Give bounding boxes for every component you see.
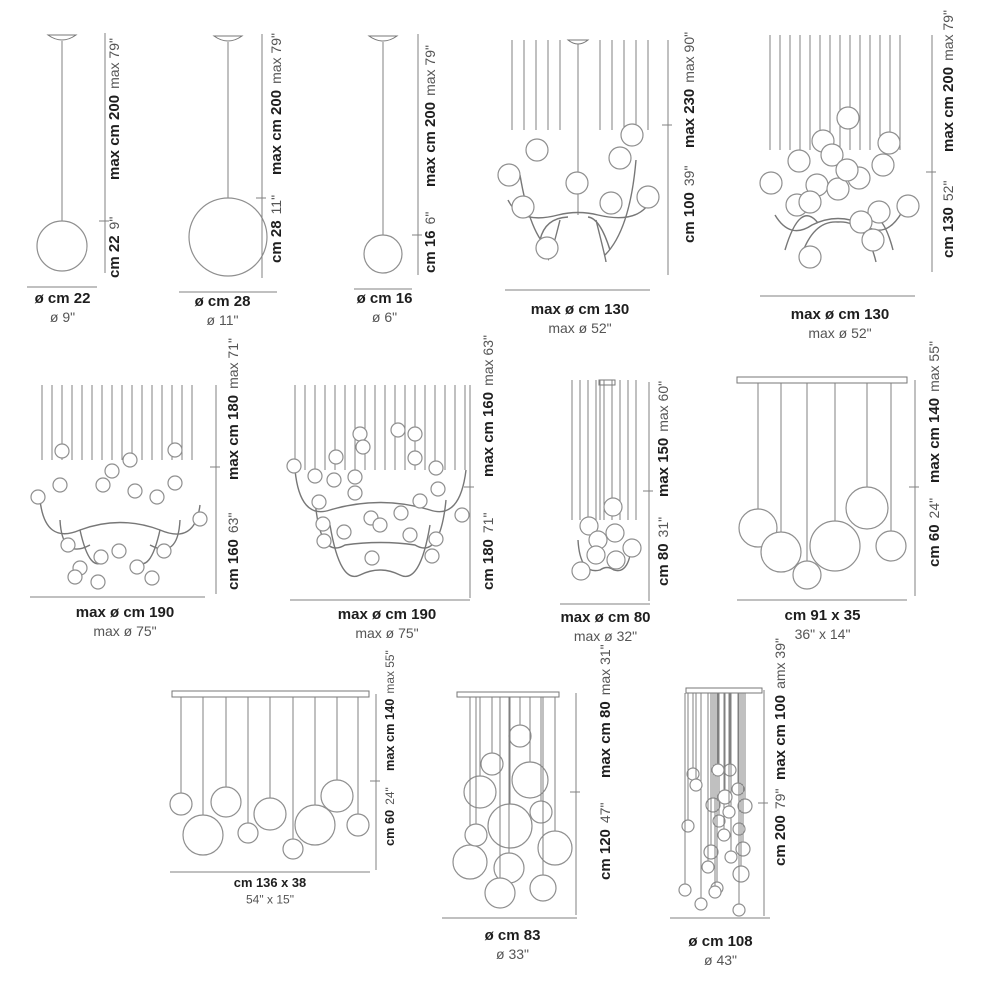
ceiling-plate xyxy=(737,377,907,383)
caption-sub: ø 33" xyxy=(496,946,529,962)
glass-globe xyxy=(718,790,732,804)
dimension-label xyxy=(926,341,944,483)
dimension-label xyxy=(383,787,398,846)
glass-globe xyxy=(738,799,752,813)
glass-globe xyxy=(429,461,443,475)
dimension-sub: amx 39" xyxy=(772,638,788,689)
glass-globe xyxy=(408,427,422,441)
dimension-sub: 31" xyxy=(655,516,671,538)
dimension-sub: max 71" xyxy=(225,338,241,389)
caption-main: cm 91 x 35 xyxy=(784,607,861,624)
glass-globe xyxy=(68,570,82,584)
dimension-sub: max 90" xyxy=(681,31,697,83)
glass-globe xyxy=(145,571,159,585)
dimension-sub: max 60" xyxy=(655,380,671,432)
glass-globe xyxy=(391,423,405,437)
dimension-main: cm 120 xyxy=(597,829,614,880)
glass-globe xyxy=(61,538,75,552)
ceiling-canopy xyxy=(568,40,588,44)
glass-globe xyxy=(329,450,343,464)
glass-globe xyxy=(709,886,721,898)
dimension-label xyxy=(225,513,243,590)
dimension-main: cm 80 xyxy=(655,543,672,586)
glass-globe xyxy=(761,532,801,572)
glass-globe xyxy=(512,196,534,218)
glass-globe xyxy=(687,768,699,780)
dimension-label xyxy=(268,195,286,263)
caption-sub: max ø 75" xyxy=(355,625,419,641)
glass-globe xyxy=(690,779,702,791)
glass-globe xyxy=(413,494,427,508)
glass-globe xyxy=(425,549,439,563)
caption-main: ø cm 108 xyxy=(688,933,753,950)
glass-globe xyxy=(168,443,182,457)
glass-globe xyxy=(321,780,353,812)
dimension-main: cm 130 xyxy=(940,207,957,258)
glass-globe xyxy=(810,521,860,571)
glass-globe xyxy=(637,186,659,208)
ceiling-canopy xyxy=(369,36,397,41)
glass-globe xyxy=(183,815,223,855)
dimension-sub: 47" xyxy=(597,802,613,824)
ceiling-plate xyxy=(172,691,369,697)
glass-globe xyxy=(128,484,142,498)
caption-sub: ø 43" xyxy=(704,952,737,968)
caption-sub: max ø 75" xyxy=(93,623,157,639)
glass-globe xyxy=(465,824,487,846)
caption-p10 xyxy=(214,876,326,907)
glass-globe xyxy=(123,453,137,467)
dimension-main: max cm 100 xyxy=(772,694,789,780)
caption-sub: ø 6" xyxy=(371,309,398,325)
glass-globe xyxy=(862,229,884,251)
caption-p6 xyxy=(45,604,205,640)
dimension-label xyxy=(940,10,958,152)
dimension-sub: 39" xyxy=(681,165,697,187)
glass-globe xyxy=(587,546,605,564)
caption-p2 xyxy=(170,293,275,329)
ceiling-canopy xyxy=(48,35,76,40)
glass-globe xyxy=(168,476,182,490)
caption-p7 xyxy=(307,606,467,642)
dimension-label xyxy=(597,644,615,778)
glass-globe xyxy=(621,124,643,146)
glass-globe xyxy=(733,904,745,916)
dimension-main: max cm 180 xyxy=(225,394,242,480)
glass-globe xyxy=(53,478,67,492)
dimension-label xyxy=(681,32,699,148)
caption-sub: ø 11" xyxy=(206,312,239,328)
dimension-label xyxy=(106,38,124,180)
ceiling-canopy xyxy=(214,36,242,41)
glass-globe xyxy=(682,820,694,832)
glass-globe xyxy=(704,845,718,859)
dimension-label xyxy=(422,45,440,187)
glass-globe xyxy=(455,508,469,522)
glass-globe xyxy=(150,490,164,504)
dimension-label xyxy=(926,498,944,567)
glass-globe xyxy=(836,159,858,181)
glass-globe xyxy=(356,440,370,454)
glass-globe xyxy=(695,898,707,910)
glass-globe xyxy=(498,164,520,186)
ceiling-plate xyxy=(457,692,559,697)
glass-globe xyxy=(509,725,531,747)
caption-sub: max ø 52" xyxy=(808,325,872,341)
caption-main: ø cm 83 xyxy=(484,927,541,944)
dimension-label xyxy=(597,803,615,880)
glass-globe xyxy=(327,473,341,487)
glass-globe xyxy=(799,191,821,213)
glass-globe xyxy=(600,192,622,214)
caption-main: ø cm 22 xyxy=(34,290,91,307)
arm-curve xyxy=(40,500,200,534)
dimension-sub: 71" xyxy=(480,512,496,534)
caption-p5 xyxy=(760,306,920,342)
dimension-main: cm 22 xyxy=(106,235,123,278)
glass-globe xyxy=(337,525,351,539)
caption-main: ø cm 28 xyxy=(194,293,251,310)
dimension-main: cm 100 xyxy=(681,192,698,243)
caption-sub: max ø 32" xyxy=(573,628,638,644)
dimension-sub: 24" xyxy=(383,787,397,805)
dimension-label xyxy=(655,517,673,586)
glass-globe xyxy=(712,764,724,776)
glass-globe xyxy=(536,237,558,259)
glass-globe xyxy=(736,842,750,856)
glass-globe xyxy=(312,495,326,509)
glass-globe xyxy=(130,560,144,574)
dimension-sub: 24" xyxy=(926,497,942,519)
glass-globe xyxy=(91,575,105,589)
dimension-sub: max 31" xyxy=(597,644,613,696)
caption-p3 xyxy=(332,290,437,326)
glass-globe xyxy=(431,482,445,496)
dimension-main: max cm 140 xyxy=(383,698,398,771)
glass-globe xyxy=(530,801,552,823)
dimension-label xyxy=(106,217,124,278)
glass-globe xyxy=(760,172,782,194)
dimension-main: cm 180 xyxy=(480,539,497,590)
glass-globe xyxy=(718,829,730,841)
dimension-label xyxy=(480,513,498,590)
glass-globe xyxy=(287,459,301,473)
glass-globe xyxy=(723,806,735,818)
dimension-sub: 11" xyxy=(268,194,284,215)
caption-main: cm 136 x 38 xyxy=(233,876,307,891)
dimension-main: cm 200 xyxy=(772,815,789,866)
caption-main: ø cm 16 xyxy=(356,290,413,307)
dimension-sub: max 55" xyxy=(926,341,942,392)
glass-globe xyxy=(403,528,417,542)
glass-globe xyxy=(238,823,258,843)
glass-globe xyxy=(897,195,919,217)
glass-globe xyxy=(394,506,408,520)
glass-globe xyxy=(105,464,119,478)
dimension-main: cm 28 xyxy=(268,220,285,263)
dimension-main: max cm 200 xyxy=(268,89,285,175)
glass-globe xyxy=(702,861,714,873)
glass-globe xyxy=(353,427,367,441)
glass-globe xyxy=(96,478,110,492)
dimension-label xyxy=(772,638,790,780)
dimension-sub: 63" xyxy=(225,512,241,534)
glass-globe xyxy=(189,198,267,276)
dimension-label xyxy=(480,335,498,477)
glass-globe xyxy=(846,487,888,529)
glass-globe xyxy=(566,172,588,194)
glass-globe xyxy=(878,132,900,154)
dimension-label xyxy=(772,789,790,866)
glass-globe xyxy=(733,866,749,882)
dimension-main: cm 60 xyxy=(926,524,943,567)
caption-main: max ø cm 130 xyxy=(530,301,630,318)
dimension-label xyxy=(422,212,440,273)
caption-sub: max ø 52" xyxy=(548,320,612,336)
dimension-sub: 79" xyxy=(772,788,788,810)
dimension-main: max cm 200 xyxy=(422,101,439,187)
glass-globe xyxy=(572,562,590,580)
glass-globe xyxy=(725,851,737,863)
glass-globe xyxy=(872,154,894,176)
glass-globe xyxy=(364,235,402,273)
dimension-sub: max 79" xyxy=(940,10,956,61)
glass-globe xyxy=(373,518,387,532)
glass-globe xyxy=(37,221,87,271)
dimension-label xyxy=(268,33,286,175)
glass-globe xyxy=(348,470,362,484)
dimension-sub: max 79" xyxy=(268,33,284,84)
caption-p8 xyxy=(543,609,668,645)
glass-globe xyxy=(607,551,625,569)
dimension-sub: max 63" xyxy=(480,335,496,386)
caption-main: max ø cm 190 xyxy=(337,606,437,623)
glass-globe xyxy=(793,561,821,589)
glass-globe xyxy=(606,524,624,542)
caption-sub: ø 9" xyxy=(49,309,76,325)
glass-globe xyxy=(464,776,496,808)
dimension-label xyxy=(383,650,398,771)
dimension-sub: 9" xyxy=(106,216,122,230)
glass-globe xyxy=(488,804,532,848)
caption-p4 xyxy=(505,301,655,337)
glass-globe xyxy=(316,517,330,531)
glass-globe xyxy=(254,798,286,830)
glass-globe xyxy=(295,805,335,845)
glass-globe xyxy=(732,783,744,795)
caption-main: max ø cm 80 xyxy=(560,609,651,626)
glass-globe xyxy=(837,107,859,129)
dimension-label xyxy=(655,381,673,497)
glass-globe xyxy=(485,878,515,908)
glass-globe xyxy=(283,839,303,859)
glass-globe xyxy=(530,875,556,901)
glass-globe xyxy=(170,793,192,815)
dimension-main: max cm 200 xyxy=(106,94,123,180)
dimension-main: max cm 80 xyxy=(597,701,614,778)
glass-globe xyxy=(112,544,126,558)
glass-globe xyxy=(365,551,379,565)
glass-globe xyxy=(679,884,691,896)
caption-sub: 54" x 15" xyxy=(245,892,295,907)
dimension-main: max cm 160 xyxy=(480,391,497,477)
dimension-sub: max 79" xyxy=(422,45,438,96)
caption-p1 xyxy=(10,290,115,326)
dimension-sub: 6" xyxy=(422,211,438,225)
dimension-label xyxy=(681,166,699,243)
glass-globe xyxy=(211,787,241,817)
dimension-main: max 150 xyxy=(655,437,672,497)
glass-globe xyxy=(623,539,641,557)
caption-main: max ø cm 130 xyxy=(790,306,890,323)
dimension-main: cm 60 xyxy=(383,809,398,846)
glass-globe xyxy=(526,139,548,161)
caption-p12 xyxy=(668,933,773,969)
glass-globe xyxy=(724,764,736,776)
glass-globe xyxy=(347,814,369,836)
glass-globe xyxy=(193,512,207,526)
caption-sub: 36" x 14" xyxy=(794,626,851,642)
glass-globe xyxy=(604,498,622,516)
ceiling-canopy xyxy=(599,380,615,385)
arm-curve xyxy=(548,220,606,262)
glass-globe xyxy=(55,444,69,458)
dimension-label xyxy=(225,338,243,480)
glass-globe xyxy=(94,550,108,564)
dimension-label xyxy=(940,181,958,258)
dimension-sub: max 55" xyxy=(383,650,397,694)
glass-globe xyxy=(317,534,331,548)
dimension-sub: max 79" xyxy=(106,38,122,89)
caption-p11 xyxy=(465,927,560,963)
dimension-main: max cm 140 xyxy=(926,397,943,483)
glass-globe xyxy=(429,532,443,546)
caption-main: max ø cm 190 xyxy=(75,604,175,621)
glass-globe xyxy=(308,469,322,483)
glass-globe xyxy=(788,150,810,172)
glass-globe xyxy=(609,147,631,169)
dimension-main: max cm 200 xyxy=(940,66,957,152)
glass-globe xyxy=(408,451,422,465)
glass-globe xyxy=(348,486,362,500)
glass-globe xyxy=(876,531,906,561)
glass-globe xyxy=(453,845,487,879)
glass-globe xyxy=(799,246,821,268)
dimension-sub: 52" xyxy=(940,180,956,202)
glass-globe xyxy=(31,490,45,504)
dimension-main: max 230 xyxy=(681,88,698,148)
dimension-main: cm 16 xyxy=(422,230,439,273)
dimension-main: cm 160 xyxy=(225,539,242,590)
glass-globe xyxy=(157,544,171,558)
ceiling-plate xyxy=(686,688,762,693)
